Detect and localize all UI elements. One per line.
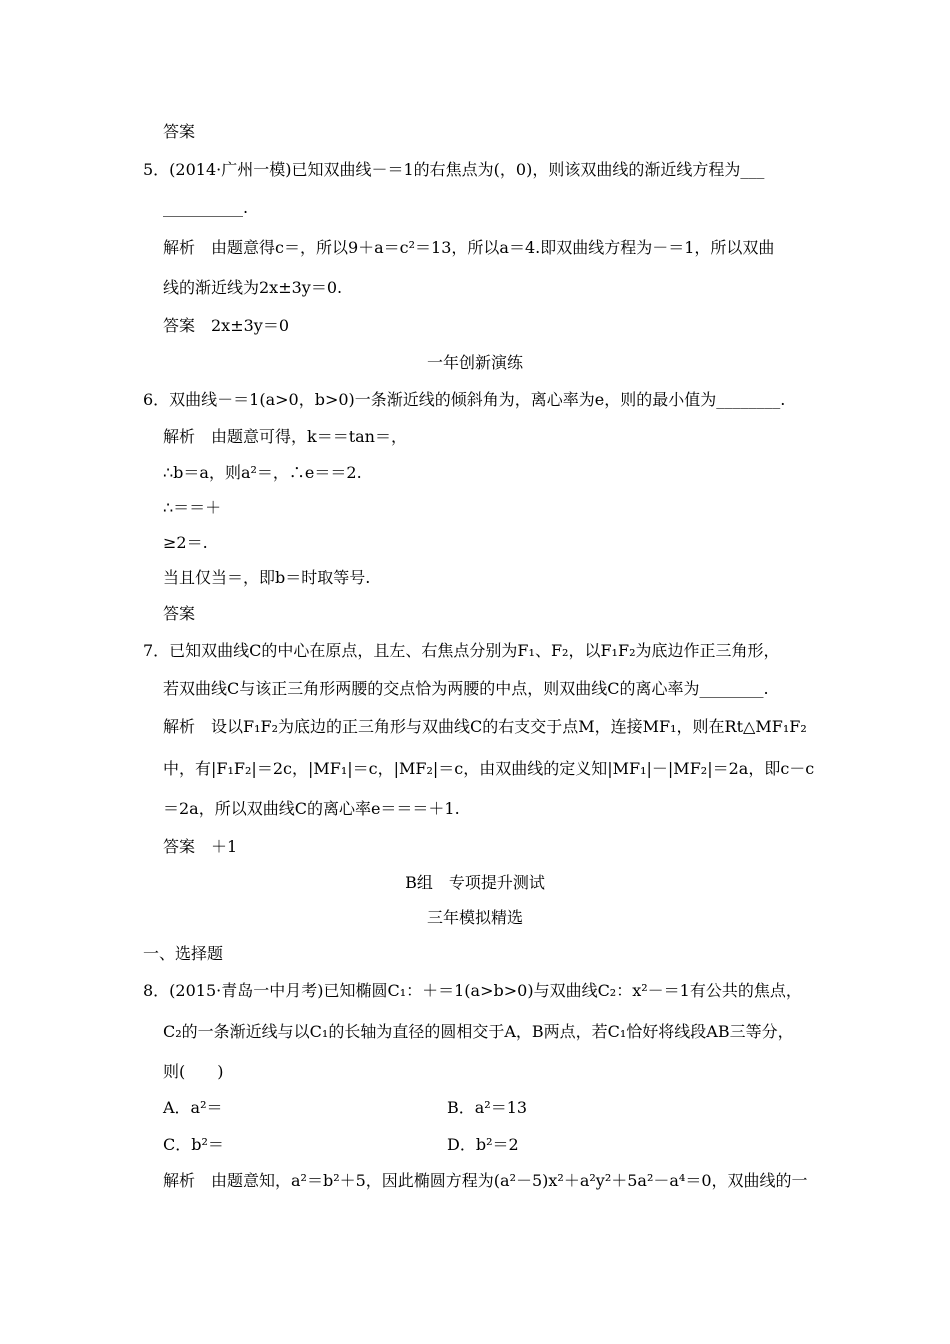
solution-7-line-3: ＝2a，所以双曲线C的离心率e＝＝＝＋1. [163,799,460,818]
solution-6-line-4: ≥2＝. [163,533,208,552]
solution-5-line-2: 线的渐近线为2x±3y＝0. [163,278,343,297]
answer-label: 答案 [163,122,196,141]
answer-6: 答案 [163,604,196,623]
section-heading-b: B组 专项提升测试 [405,873,545,892]
answer-5: 答案 2x±3y＝0 [163,316,290,335]
question-8-line-2: C₂的一条渐近线与以C₁的长轴为直径的圆相交于A，B两点，若C₁恰好将线段AB三等分， [163,1022,794,1041]
section-heading: 一年创新演练 [426,353,523,372]
question-7-line-1: 7．已知双曲线C的中心在原点，且左、右焦点分别为F₁、F₂，以F₁F₂为底边作正三角形， [143,641,780,660]
option-c: C．b²＝ [163,1135,224,1154]
answer-7: 答案 ＋1 [163,837,238,856]
question-6: 6．双曲线－＝1(a>0，b>0)一条渐近线的倾斜角为，离心率为e，则的最小值为________. [143,390,786,409]
solution-6-line-3: ∴＝＝＋ [163,498,222,517]
question-8-line-3: 则( ) [163,1062,224,1081]
option-b: B．a²＝13 [447,1098,528,1117]
solution-6-line-2: ∴b＝a，则a²＝，∴e＝＝2. [163,463,362,482]
option-d: D．b²＝2 [447,1135,519,1154]
question-8-line-1: 8．(2015·青岛一中月考)已知椭圆C₁：＋＝1(a>b>0)与双曲线C₂：x²－＝1有公共的焦点， [143,981,802,1000]
solution-7-line-2: 中，有|F₁F₂|＝2c，|MF₁|＝c，|MF₂|＝c，由双曲线的定义知|MF₁|－|MF₂|＝2a，即c－c [163,759,815,778]
question-5: 5．(2014·广州一模)已知双曲线－＝1的右焦点为(，0)，则该双曲线的渐近线方程为___ [143,160,765,179]
option-a: A．a²＝ [163,1098,223,1117]
solution-8-line-1: 解析 由题意知，a²＝b²＋5，因此椭圆方程为(a²－5)x²＋a²y²＋5a²－a⁴＝0，双曲线的一 [163,1171,808,1190]
solution-6-line-5: 当且仅当＝，即b＝时取等号. [163,568,371,587]
solution-7-line-1: 解析 设以F₁F₂为底边的正三角形与双曲线C的右支交于点M，连接MF₁，则在Rt△MF₁F₂ [163,717,807,736]
question-7-line-2: 若双曲线C与该正三角形两腰的交点恰为两腰的中点，则双曲线C的离心率为________. [163,679,769,698]
choice-section-heading: 一、选择题 [143,944,224,963]
subsection-heading: 三年模拟精选 [426,908,523,927]
solution-5-line-1: 解析 由题意得c＝，所以9＋a＝c²＝13，所以a＝4.即双曲线方程为－＝1，所以双曲 [163,238,775,257]
question-5-blank: __________. [163,198,249,217]
solution-6-line-1: 解析 由题意可得，k＝＝tan＝， [163,427,407,446]
